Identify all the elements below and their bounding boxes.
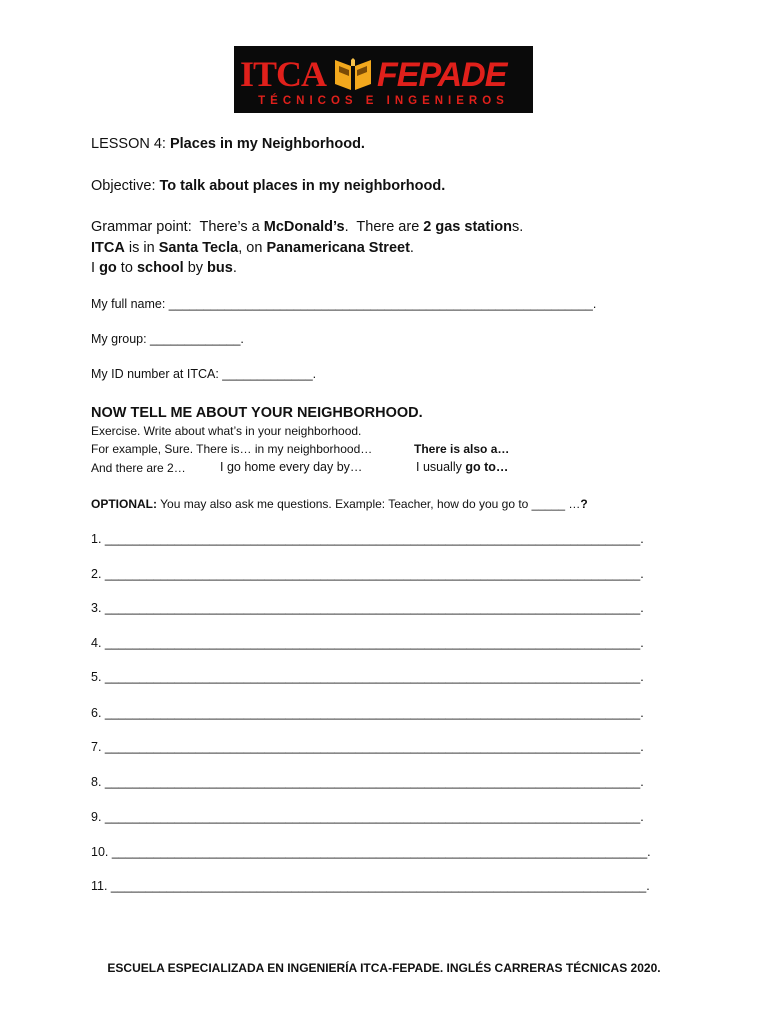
grammar-text: s. (511, 219, 524, 235)
grammar-line-2 (91, 240, 414, 256)
example-line-1b: There is also a… (414, 442, 510, 456)
answer-line-1[interactable]: 1. _____________________________________________________________________________. (91, 532, 644, 546)
grammar-text: . (409, 240, 414, 256)
objective-label: Objective: (91, 178, 156, 194)
grammar-bold: go (99, 260, 117, 276)
answer-line-7[interactable]: 7. _____________________________________________________________________________. (91, 740, 644, 754)
grammar-bold: school (136, 260, 184, 276)
grammar-text: I (91, 260, 100, 276)
grammar-text: , on (238, 240, 267, 256)
lesson-prefix: LESSON 4: (91, 136, 166, 152)
book-building-icon (333, 56, 373, 92)
grammar-bold: Panamericana Street (266, 240, 410, 256)
optional-text: You may also ask me questions. Example: Teacher, how do you go to _____ … (157, 497, 581, 511)
example-line-1a: For example, Sure. There is… in my neighborhood… (91, 442, 373, 456)
example-bold: go to… (465, 460, 509, 474)
itca-fepade-logo (234, 46, 533, 113)
grammar-bold: bus (207, 260, 233, 276)
answer-line-10[interactable]: 10. _____________________________________________________________________________. (91, 845, 651, 859)
answer-line-8[interactable]: 8. _____________________________________________________________________________. (91, 775, 644, 789)
answer-line-5[interactable]: 5. _____________________________________________________________________________. (91, 670, 644, 684)
logo-tagline: TÉCNICOS E INGENIEROS (258, 95, 509, 107)
grammar-bold: McDonald’s (263, 219, 345, 235)
answer-line-9[interactable]: 9. _____________________________________________________________________________. (91, 810, 644, 824)
answer-line-2[interactable]: 2. _____________________________________________________________________________. (91, 567, 644, 581)
grammar-line-1 (91, 219, 523, 235)
answer-line-4[interactable]: 4. _____________________________________________________________________________. (91, 636, 644, 650)
grammar-bold: Santa Tecla (158, 240, 239, 256)
optional-end: ? (580, 497, 588, 511)
grammar-text: by (183, 260, 208, 276)
example-line-2b: I go home every day by… (220, 460, 363, 474)
footer-text: ESCUELA ESPECIALIZADA EN INGENIERÍA ITCA-FEPADE. INGLÉS CARRERAS TÉCNICAS 2020. (107, 961, 661, 975)
lesson-title (91, 136, 365, 152)
exercise-instruction: Exercise. Write about what’s in your neighborhood. (91, 424, 362, 438)
answer-line-3[interactable]: 3. _____________________________________________________________________________. (91, 601, 644, 615)
logo-itca-text: ITCA (240, 54, 327, 94)
section-heading: NOW TELL ME ABOUT YOUR NEIGHBORHOOD. (91, 405, 423, 421)
optional-label: OPTIONAL: (91, 497, 157, 511)
full-name-field[interactable]: My full name: _____________________________________________________________. (91, 297, 597, 311)
grammar-text: is in (124, 240, 159, 256)
grammar-text: . There are (344, 219, 424, 235)
grammar-text: to (116, 260, 137, 276)
grammar-bold: 2 gas station (423, 219, 512, 235)
grammar-bold: ITCA (91, 240, 125, 256)
id-number-field[interactable]: My ID number at ITCA: _____________. (91, 367, 317, 381)
grammar-line-3 (91, 260, 237, 276)
example-text: I usually (416, 460, 466, 474)
answer-line-6[interactable]: 6. _____________________________________________________________________________. (91, 706, 644, 720)
grammar-text: Grammar point: There’s a (91, 219, 264, 235)
optional-line (91, 497, 588, 511)
grammar-text: . (232, 260, 237, 276)
logo-fepade-text: FEPADE (377, 56, 507, 94)
group-field[interactable]: My group: _____________. (91, 332, 244, 346)
answer-line-11[interactable]: 11. _____________________________________________________________________________. (91, 879, 650, 893)
example-line-2a: And there are 2… (91, 461, 186, 475)
example-line-2c (416, 460, 508, 474)
lesson-name: Places in my Neighborhood. (169, 136, 365, 152)
objective-line (91, 178, 445, 194)
objective-text: To talk about places in my neighborhood. (159, 178, 446, 194)
